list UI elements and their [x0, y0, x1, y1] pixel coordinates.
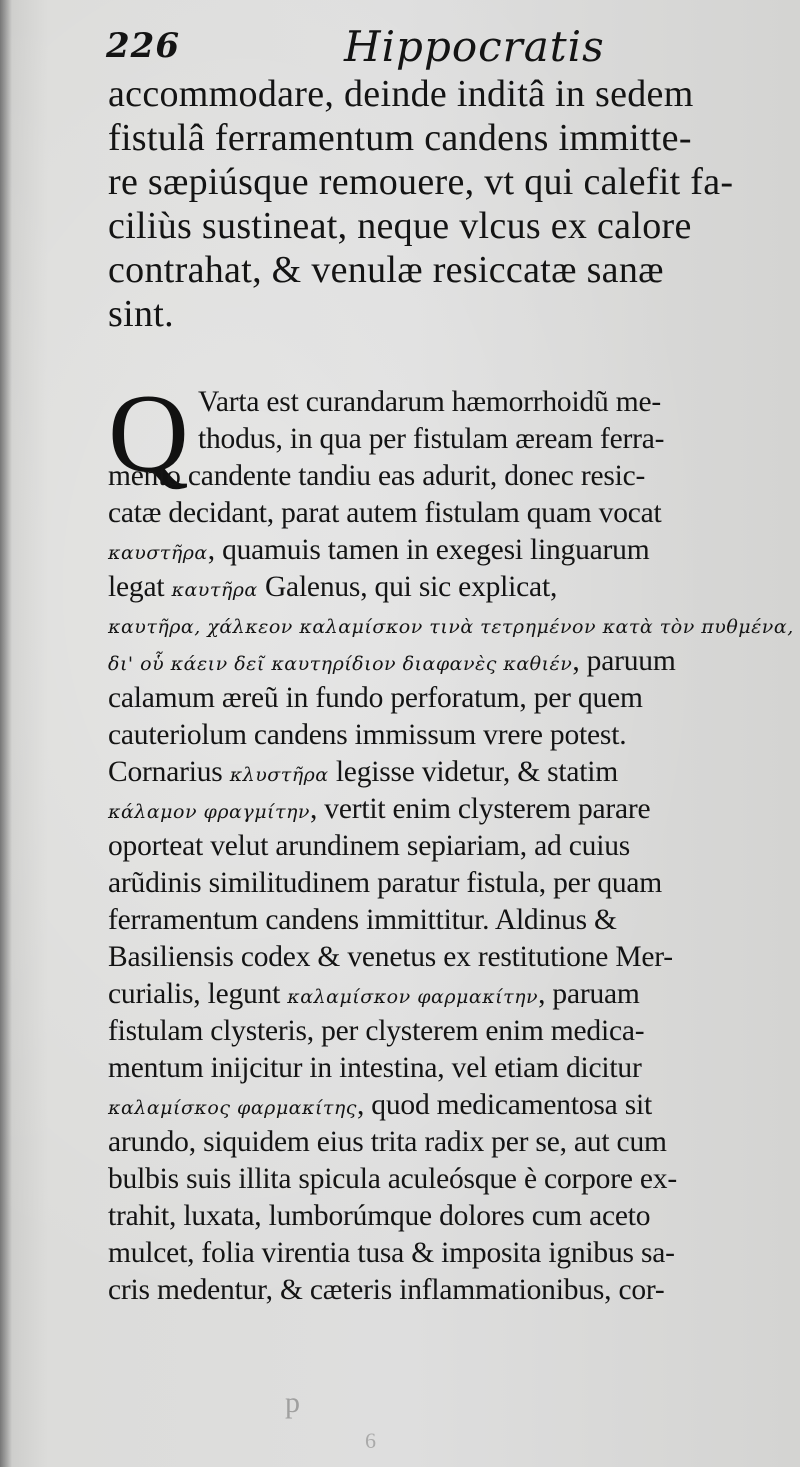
- text-line: [108, 902, 794, 939]
- latin-text: thodus, in qua per fistulam æream ferra-: [198, 423, 665, 455]
- latin-text: calamum æreũ in fundo perforatum, per quem: [108, 682, 643, 714]
- latin-text: , paruum: [572, 645, 676, 677]
- text-line: [108, 680, 794, 717]
- greek-text: κλυστῆρα: [229, 764, 329, 786]
- paragraph-1: [108, 72, 733, 336]
- text-line: ciliùs sustineat, neque vlcus ex calore: [108, 205, 692, 247]
- text-line: [108, 1235, 794, 1272]
- text-line: contrahat, & venulæ resiccatæ sanæ: [108, 249, 664, 291]
- latin-text: fistulam clysteris, per clysterem enim medica-: [108, 1015, 645, 1047]
- page-number: 226: [106, 26, 180, 66]
- greek-text: καλαμίσκον φαρμακίτην: [287, 986, 539, 1008]
- text-line: [108, 1050, 794, 1087]
- latin-text: , paruam: [538, 978, 640, 1010]
- latin-text: catæ decidant, parat autem fistulam quam vocat: [108, 497, 662, 529]
- latin-text: legat: [108, 571, 172, 603]
- greek-text: καλαμίσκος φαρμακίτης: [108, 1097, 357, 1119]
- text-line: fistulâ ferramentum candens immitte-: [108, 117, 692, 159]
- greek-text: καυτῆρα, χάλκεον καλαμίσκον τινὰ τετρημένον κατὰ τὸν πυθμένα,: [108, 616, 794, 638]
- greek-text: καυτῆρα: [171, 579, 258, 601]
- text-line: [108, 1087, 794, 1124]
- latin-text: oporteat velut arundinem sepiariam, ad cuius: [108, 830, 631, 862]
- latin-text: Galenus, qui sic explicat,: [257, 571, 558, 603]
- text-line: [108, 1124, 794, 1161]
- text-line: [108, 865, 794, 902]
- paragraph-2: [108, 372, 794, 1309]
- latin-text: bulbis suis illita spicula aculeósque è corpore ex-: [108, 1163, 677, 1195]
- greek-text: κάλαμον φραγμίτην: [108, 801, 310, 823]
- text-line: [108, 939, 794, 976]
- text-line: [108, 717, 794, 754]
- text-line: [108, 754, 794, 791]
- text-line: re sæpiúsque remouere, vt qui calefit fa-: [108, 161, 734, 203]
- text-line: [108, 606, 794, 643]
- running-title: Hippocratis: [344, 22, 605, 71]
- signature-mark: 6: [365, 1428, 376, 1453]
- text-line: [108, 458, 794, 495]
- latin-text: cauteriolum candens immissum vrere potest.: [108, 719, 627, 751]
- text-line: [108, 1198, 794, 1235]
- latin-text: Basiliensis codex & venetus ex restitutione Mer-: [108, 941, 673, 973]
- drop-cap-initial: Q: [108, 372, 189, 496]
- text-line: [108, 791, 794, 828]
- latin-text: , quamuis tamen in exegesi linguarum: [207, 534, 650, 566]
- text-line: [108, 828, 794, 865]
- text-line: [108, 569, 794, 606]
- text-line: [108, 1013, 794, 1050]
- text-line: accommodare, deinde inditâ in sedem: [108, 73, 694, 115]
- show-through-letter: p: [285, 1386, 300, 1419]
- text-line: [108, 495, 794, 532]
- latin-text: mento candente tandiu eas adurit, donec resic-: [108, 460, 646, 492]
- text-line: [108, 1272, 794, 1309]
- latin-text: cris medentur, & cæteris inflammationibus, cor-: [108, 1274, 665, 1306]
- binding-shadow: [0, 0, 12, 1467]
- text-line: [108, 421, 794, 458]
- text-line: sint.: [108, 293, 174, 335]
- greek-text: καυστῆρα: [108, 542, 208, 564]
- latin-text: arundo, siquidem eius trita radix per se, aut cum: [108, 1126, 667, 1158]
- latin-text: legisse videtur, & statim: [328, 756, 619, 788]
- greek-text: δι' οὗ κάειν δεῖ καυτηρίδιον διαφανὲς καθιέν: [108, 653, 573, 675]
- latin-text: , vertit enim clysterem parare: [309, 793, 651, 825]
- latin-text: trahit, luxata, lumborúmque dolores cum aceto: [108, 1200, 651, 1232]
- latin-text: mulcet, folia virentia tusa & imposita ignibus sa-: [108, 1237, 675, 1269]
- latin-text: , quod medicamentosa sit: [356, 1089, 652, 1121]
- latin-text: arũdinis similitudinem paratur fistula, per quam: [108, 867, 663, 899]
- text-line: [108, 976, 794, 1013]
- latin-text: Cornarius: [108, 756, 230, 788]
- latin-text: Varta est curandarum hæmorrhoidũ me-: [198, 386, 662, 418]
- latin-text: mentum inijcitur in intestina, vel etiam dicitur: [108, 1052, 642, 1084]
- text-line: [108, 643, 794, 680]
- text-line: [108, 384, 794, 421]
- text-line: [108, 532, 794, 569]
- latin-text: curialis, legunt: [108, 978, 288, 1010]
- latin-text: ferramentum candens immittitur. Aldinus &: [108, 904, 617, 936]
- text-line: [108, 1161, 794, 1198]
